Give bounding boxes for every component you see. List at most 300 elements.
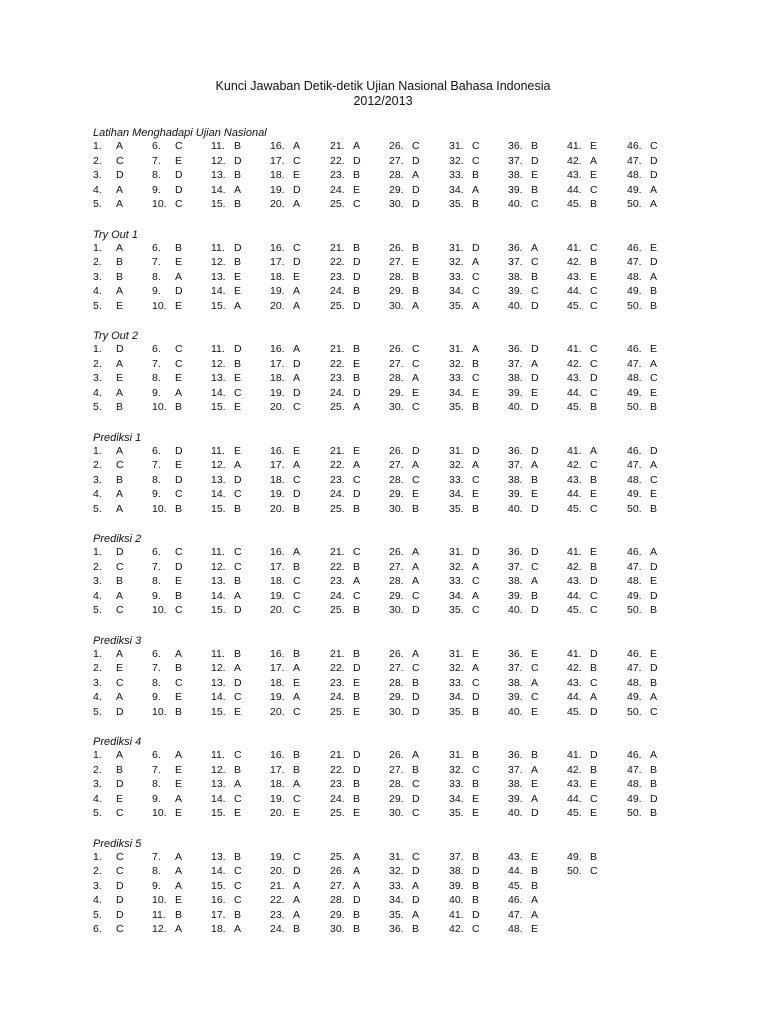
question-number: 33. [449,575,464,587]
question-number: 48. [627,372,642,384]
question-number: 8. [152,865,161,877]
question-number: 8. [152,270,161,283]
question-number: 10. [152,807,167,819]
question-number: 30. [389,299,404,312]
answer-letter: B [531,473,539,486]
question-number: 33. [449,676,464,689]
answer-letter: E [234,372,242,384]
answer-letter: E [531,386,539,399]
section-title: Try Out 2 [93,330,139,342]
answer-letter: B [531,183,539,196]
question-number: 34. [449,488,464,500]
answer-letter: D [293,865,301,877]
question-number: 5. [93,807,102,819]
question-number: 49. [627,488,642,500]
answer-letter: C [412,662,420,674]
answer-letter: D [412,198,420,210]
answer-letter: A [234,923,242,935]
answer-letter: B [353,241,361,254]
answer-letter: E [116,372,124,384]
answer-letter: C [353,473,361,486]
answer-row [93,793,693,808]
question-number: 6. [152,546,161,558]
answer-letter: C [293,241,301,254]
answer-letter: C [353,198,361,210]
answer-letter: C [412,401,420,413]
answer-letter: B [234,198,242,210]
question-number: 30. [389,604,404,616]
question-number: 19. [270,386,285,399]
question-number: 20. [270,705,285,718]
answer-row [93,706,693,721]
question-number: 28. [389,372,404,384]
answer-letter: B [293,749,301,761]
answer-letter: B [293,647,301,660]
answer-letter: C [293,589,301,602]
question-number: 9. [152,879,161,892]
question-number: 3. [93,169,102,181]
answer-letter: B [472,850,480,863]
question-number: 48. [627,270,642,283]
answer-letter: A [472,662,480,674]
answer-letter: B [353,923,361,935]
question-number: 2. [93,357,102,370]
answer-letter: C [472,372,480,384]
answer-letter: B [472,894,480,906]
answer-letter: C [116,807,124,819]
answer-letter: D [412,865,420,877]
answer-letter: B [650,502,658,515]
answer-letter: A [234,589,242,602]
answer-letter: D [531,807,539,819]
answer-letter: E [293,444,301,457]
question-number: 36. [508,444,523,457]
answer-section [93,431,693,518]
answer-letter: B [590,198,598,210]
question-number: 9. [152,285,161,297]
answer-letter: C [590,589,598,602]
question-number: 16. [270,749,285,761]
answer-letter: D [293,386,301,399]
question-number: 11. [152,908,166,921]
question-number: 30. [389,705,404,718]
question-number: 15. [211,705,226,718]
question-number: 20. [270,865,285,877]
answer-row [93,169,693,184]
answer-letter: B [353,908,361,921]
question-number: 1. [93,647,102,660]
question-number: 25. [330,705,345,718]
question-number: 25. [330,299,345,312]
answer-letter: A [650,691,658,703]
answer-letter: D [293,357,301,370]
answer-row [93,242,693,257]
question-number: 40. [508,198,523,210]
answer-row [93,546,693,561]
answer-letter: C [531,560,539,573]
question-number: 4. [93,183,102,196]
question-number: 9. [152,589,161,602]
question-number: 50. [627,502,642,515]
question-number: 29. [389,589,404,602]
answer-letter: D [293,256,301,268]
answer-letter: B [353,343,361,355]
section-title: Prediksi 3 [93,634,142,647]
question-number: 1. [93,140,102,152]
answer-row [93,271,693,286]
answer-letter: C [293,604,301,616]
answer-letter: A [650,183,658,196]
answer-letter: D [590,372,598,384]
question-number: 23. [330,169,345,181]
question-number: 14. [211,792,226,805]
answer-letter: D [353,763,361,776]
answer-letter: D [412,154,420,167]
answer-letter: A [116,749,124,761]
question-number: 33. [449,778,464,790]
answer-letter: E [650,647,658,660]
answer-letter: A [353,865,361,877]
answer-row [93,604,693,619]
answer-letter: A [116,140,124,152]
answer-letter: A [412,560,420,573]
question-number: 23. [330,473,345,486]
answer-letter: C [531,662,539,674]
answer-letter: A [175,749,183,761]
question-number: 47. [627,459,642,471]
question-number: 5. [93,401,102,413]
question-number: 10. [152,401,167,413]
answer-letter: D [531,444,539,457]
question-number: 42. [449,923,464,935]
question-number: 49. [627,589,642,602]
answer-letter: A [650,459,658,471]
answer-letter: E [531,169,539,181]
question-number: 27. [389,154,404,167]
answer-letter: A [531,763,539,776]
answer-letter: C [650,140,658,152]
answer-letter: A [412,299,420,312]
question-number: 37. [508,154,523,167]
answer-letter: E [412,256,420,268]
answer-letter: B [234,169,242,181]
question-number: 20. [270,604,285,616]
answer-letter: E [353,444,361,457]
answer-letter: A [531,894,539,906]
question-number: 3. [93,372,102,384]
question-number: 9. [152,792,161,805]
answer-letter: B [590,560,598,573]
answer-letter: C [472,285,480,297]
answer-letter: B [531,749,539,761]
question-number: 41. [567,241,582,254]
answer-letter: A [234,299,242,312]
answer-letter: C [650,705,658,718]
question-number: 44. [508,865,523,877]
answer-row [93,140,693,155]
answer-letter: E [353,807,361,819]
question-number: 47. [627,763,642,776]
answer-letter: E [175,778,183,790]
answer-letter: A [353,459,361,471]
answer-row [93,880,693,895]
question-number: 48. [627,169,642,181]
question-number: 23. [330,575,345,587]
question-number: 29. [389,285,404,297]
question-number: 3. [93,778,102,790]
question-number: 36. [508,241,523,254]
question-number: 43. [567,270,582,283]
answer-letter: D [234,473,242,486]
question-number: 26. [330,865,345,877]
answer-section [93,735,693,822]
question-number: 19. [270,285,285,297]
question-number: 46. [627,444,642,457]
question-number: 47. [508,908,523,921]
answer-letter: B [650,299,658,312]
answer-letter: C [472,923,480,935]
answer-letter: B [353,792,361,805]
question-number: 26. [389,444,404,457]
answer-letter: D [650,589,658,602]
question-number: 26. [389,241,404,254]
question-number: 24. [330,792,345,805]
answer-letter: B [531,270,539,283]
question-number: 10. [152,502,167,515]
question-number: 17. [211,908,226,921]
question-number: 39. [508,792,523,805]
answer-letter: C [531,198,539,210]
question-number: 41. [567,749,582,761]
question-number: 19. [270,850,285,863]
answer-row [93,764,693,779]
answer-letter: C [590,386,598,399]
answer-letter: D [234,343,242,355]
answer-letter: D [650,169,658,181]
answer-letter: A [234,459,242,471]
question-number: 17. [270,357,285,370]
question-number: 15. [211,502,226,515]
question-number: 30. [389,401,404,413]
answer-letter: D [472,546,480,558]
question-number: 17. [270,560,285,573]
question-number: 45. [567,299,582,312]
question-number: 10. [152,604,167,616]
answer-letter: C [412,850,420,863]
answer-letter: C [650,473,658,486]
answer-letter: B [650,401,658,413]
question-number: 24. [330,488,345,500]
answer-letter: C [175,546,183,558]
question-number: 38. [508,169,523,181]
question-number: 21. [330,749,345,761]
answer-letter: E [412,386,420,399]
question-number: 44. [567,386,582,399]
question-number: 23. [330,778,345,790]
question-number: 45. [567,401,582,413]
answer-letter: C [353,546,361,558]
answer-letter: D [353,894,361,906]
answer-letter: A [650,546,658,558]
question-number: 44. [567,589,582,602]
question-number: 46. [627,241,642,254]
answer-letter: C [590,299,598,312]
answer-letter: C [590,459,598,471]
question-number: 26. [389,140,404,152]
answer-letter: C [293,575,301,587]
answer-letter: A [412,647,420,660]
answer-letter: E [234,270,242,283]
question-number: 26. [389,343,404,355]
answer-letter: A [293,662,301,674]
answer-row [93,503,693,518]
answer-row [93,749,693,764]
answer-letter: E [175,763,183,776]
question-number: 11. [211,343,225,355]
question-number: 39. [508,386,523,399]
section-title: Prediksi 1 [93,431,142,444]
answer-letter: E [531,923,539,935]
question-number: 21. [270,879,285,892]
answer-letter: C [175,604,183,616]
question-number: 14. [211,183,226,196]
question-number: 21. [330,241,345,254]
question-number: 39. [449,879,464,892]
answer-letter: A [116,691,124,703]
answer-letter: B [234,256,242,268]
question-number: 26. [389,647,404,660]
answer-letter: D [590,705,598,718]
question-number: 18. [270,575,285,587]
question-number: 49. [627,691,642,703]
question-number: 1. [93,444,102,457]
answer-letter: E [293,676,301,689]
answer-letter: E [175,256,183,268]
answer-row [93,474,693,489]
question-number: 26. [389,749,404,761]
question-number: 14. [211,865,226,877]
answer-letter: E [472,792,480,805]
question-number: 46. [627,749,642,761]
question-number: 21. [330,546,345,558]
answer-letter: C [412,473,420,486]
question-number: 1. [93,546,102,558]
question-number: 35. [449,198,464,210]
answer-letter: E [353,183,361,196]
answer-row [93,561,693,576]
answer-row [93,488,693,503]
answer-letter: C [590,183,598,196]
question-number: 5. [93,198,102,210]
answer-letter: B [116,401,124,413]
question-number: 5. [93,299,102,312]
answer-letter: D [531,372,539,384]
answer-letter: A [116,502,124,515]
answer-letter: E [531,705,539,718]
answer-letter: B [116,270,124,283]
question-number: 24. [330,386,345,399]
question-number: 41. [567,140,582,152]
question-number: 29. [389,792,404,805]
question-number: 44. [567,488,582,500]
question-number: 41. [449,908,464,921]
question-number: 43. [508,850,523,863]
answer-letter: A [175,270,183,283]
answer-letter: E [650,386,658,399]
question-number: 6. [152,343,161,355]
question-number: 28. [330,894,345,906]
question-number: 16. [270,343,285,355]
answer-letter: D [650,662,658,674]
question-number: 35. [449,705,464,718]
question-number: 8. [152,575,161,587]
question-number: 37. [508,459,523,471]
answer-letter: B [590,850,598,863]
question-number: 12. [211,154,226,167]
question-number: 31. [449,241,464,254]
answer-letter: C [234,386,242,399]
answer-letter: A [353,140,361,152]
question-number: 38. [449,865,464,877]
question-number: 19. [270,488,285,500]
answer-letter: D [116,908,124,921]
answer-letter: B [590,256,598,268]
answer-letter: A [293,894,301,906]
question-number: 46. [627,343,642,355]
question-number: 39. [508,183,523,196]
answer-letter: C [116,604,124,616]
question-number: 17. [270,256,285,268]
question-number: 37. [508,256,523,268]
question-number: 32. [449,459,464,471]
question-number: 4. [93,589,102,602]
answer-letter: B [531,140,539,152]
section-title: Latihan Menghadapi Ujian Nasional [93,127,267,139]
question-number: 17. [270,763,285,776]
answer-letter: A [234,183,242,196]
question-number: 50. [627,198,642,210]
answer-letter: B [412,676,420,689]
question-number: 45. [567,604,582,616]
answer-letter: C [175,198,183,210]
answer-row [93,662,693,677]
question-number: 12. [211,459,226,471]
question-number: 34. [389,894,404,906]
answer-row [93,256,693,271]
question-number: 10. [152,299,167,312]
answer-letter: C [175,488,183,500]
question-number: 23. [270,908,285,921]
question-number: 45. [567,705,582,718]
answer-letter: B [175,502,183,515]
question-number: 27. [389,763,404,776]
answer-letter: D [353,299,361,312]
answer-letter: D [472,241,480,254]
question-number: 4. [93,285,102,297]
answer-letter: E [175,575,183,587]
question-number: 38. [508,778,523,790]
answer-letter: A [590,154,598,167]
answer-letter: E [590,807,598,819]
question-number: 22. [330,459,345,471]
answer-letter: D [531,343,539,355]
question-number: 14. [211,589,226,602]
question-number: 36. [508,140,523,152]
answer-section [93,126,693,213]
question-number: 2. [93,662,102,674]
answer-letter: A [472,560,480,573]
question-number: 50. [627,807,642,819]
